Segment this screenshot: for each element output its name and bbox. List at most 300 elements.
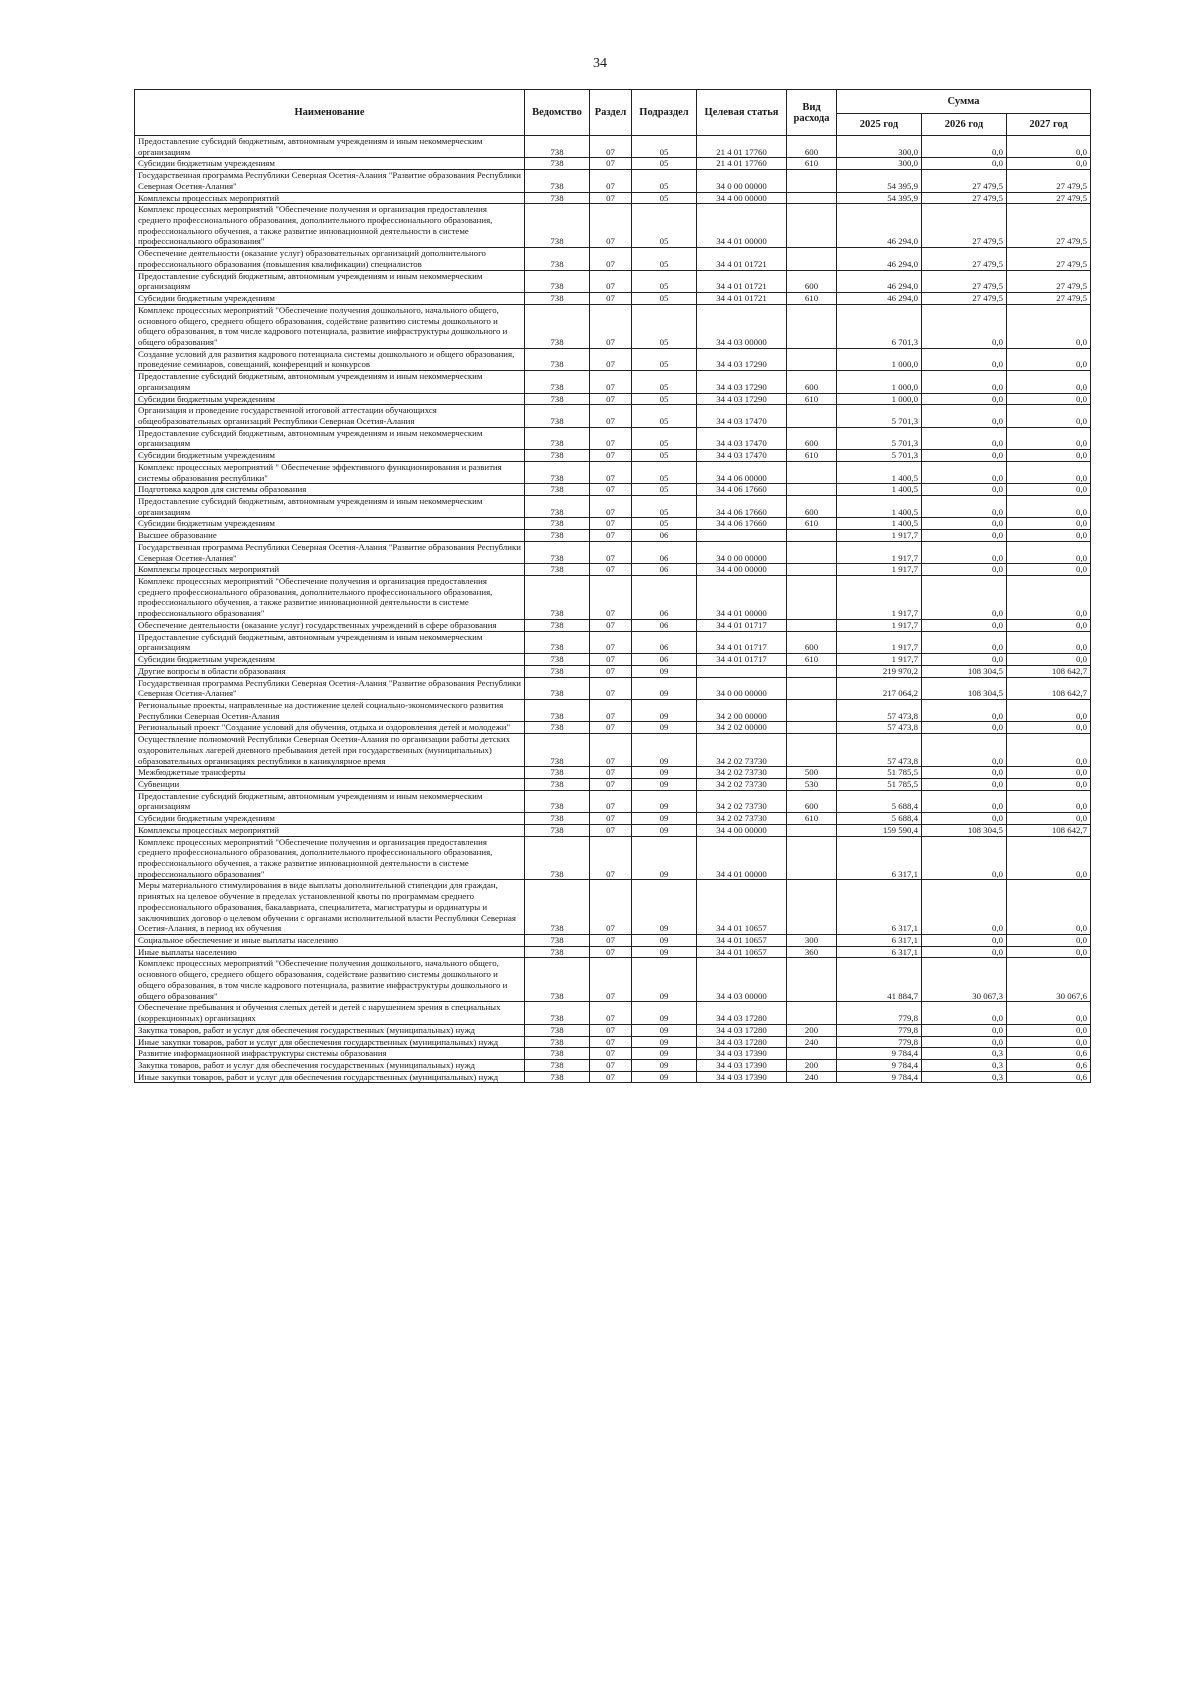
header-name: Наименование xyxy=(135,90,525,136)
cell-expense-type: 300 xyxy=(787,935,837,947)
cell-department: 738 xyxy=(525,484,590,496)
cell-sum-2026: 0,0 xyxy=(922,530,1007,542)
cell-target-article: 34 4 03 17390 xyxy=(697,1071,787,1083)
cell-sum-2026: 0,0 xyxy=(922,518,1007,530)
cell-expense-type xyxy=(787,722,837,734)
cell-expense-type: 240 xyxy=(787,1036,837,1048)
table-row xyxy=(135,204,1091,248)
cell-expense-type: 600 xyxy=(787,270,837,292)
cell-sum-2026: 27 479,5 xyxy=(922,204,1007,248)
cell-expense-type xyxy=(787,530,837,542)
cell-sum-2025: 779,8 xyxy=(837,1036,922,1048)
cell-section: 07 xyxy=(590,1071,632,1083)
cell-subsection: 05 xyxy=(632,518,697,530)
table-row xyxy=(135,722,1091,734)
cell-section: 07 xyxy=(590,880,632,935)
cell-name: Предоставление субсидий бюджетным, автономным учреждениям и иным некоммерческим организациям xyxy=(135,136,525,158)
cell-section: 07 xyxy=(590,734,632,767)
cell-subsection: 09 xyxy=(632,824,697,836)
cell-sum-2025: 9 784,4 xyxy=(837,1071,922,1083)
cell-department: 738 xyxy=(525,405,590,427)
cell-sum-2025: 5 688,4 xyxy=(837,790,922,812)
table-row xyxy=(135,813,1091,825)
cell-name: Иные выплаты населению xyxy=(135,946,525,958)
cell-sum-2026: 0,3 xyxy=(922,1048,1007,1060)
cell-subsection: 05 xyxy=(632,405,697,427)
cell-name: Комплекс процессных мероприятий "Обеспечение получения и организация предоставления среднего профессионального образования, дополнительного профессионального образования, профессионального обучения, а также развитие инновационной деятельности в системе профессионального образования" xyxy=(135,204,525,248)
cell-subsection: 09 xyxy=(632,734,697,767)
cell-sum-2027: 0,6 xyxy=(1007,1059,1091,1071)
cell-sum-2026: 0,3 xyxy=(922,1071,1007,1083)
cell-sum-2025: 1 917,7 xyxy=(837,541,922,563)
cell-sum-2026: 0,0 xyxy=(922,371,1007,393)
cell-name: Обеспечение пребывания и обучения слепых детей и детей с нарушением зрения в специальных (коррекционных) организациях xyxy=(135,1002,525,1024)
cell-subsection: 09 xyxy=(632,677,697,699)
cell-name: Комплекс процессных мероприятий "Обеспечение получения и организация предоставления среднего профессионального образования, дополнительного профессионального образования, профессионального обучения, а также развитие инновационной деятельности в системе профессионального образования" xyxy=(135,576,525,620)
cell-target-article: 34 4 03 17280 xyxy=(697,1024,787,1036)
cell-sum-2025: 41 884,7 xyxy=(837,958,922,1002)
cell-section: 07 xyxy=(590,541,632,563)
cell-sum-2026: 0,0 xyxy=(922,564,1007,576)
cell-section: 07 xyxy=(590,722,632,734)
cell-section: 07 xyxy=(590,576,632,620)
cell-department: 738 xyxy=(525,665,590,677)
cell-sum-2026: 0,3 xyxy=(922,1059,1007,1071)
cell-department: 738 xyxy=(525,393,590,405)
cell-target-article: 34 4 03 00000 xyxy=(697,304,787,348)
cell-subsection: 09 xyxy=(632,665,697,677)
cell-expense-type xyxy=(787,824,837,836)
cell-sum-2025: 54 395,9 xyxy=(837,170,922,192)
cell-target-article: 34 4 03 00000 xyxy=(697,958,787,1002)
cell-subsection: 05 xyxy=(632,158,697,170)
cell-expense-type: 610 xyxy=(787,518,837,530)
cell-subsection: 05 xyxy=(632,348,697,370)
table-row xyxy=(135,496,1091,518)
cell-subsection: 05 xyxy=(632,270,697,292)
cell-sum-2027: 27 479,5 xyxy=(1007,293,1091,305)
cell-name: Предоставление субсидий бюджетным, автономным учреждениям и иным некоммерческим организациям xyxy=(135,427,525,449)
cell-sum-2027: 0,0 xyxy=(1007,654,1091,666)
cell-sum-2025: 46 294,0 xyxy=(837,248,922,270)
cell-name: Предоставление субсидий бюджетным, автономным учреждениям и иным некоммерческим организациям xyxy=(135,631,525,653)
cell-sum-2027: 0,0 xyxy=(1007,1036,1091,1048)
table-row xyxy=(135,518,1091,530)
cell-department: 738 xyxy=(525,1071,590,1083)
table-row xyxy=(135,405,1091,427)
cell-sum-2025: 9 784,4 xyxy=(837,1048,922,1060)
cell-target-article: 34 4 01 01717 xyxy=(697,654,787,666)
table-row xyxy=(135,461,1091,483)
cell-expense-type xyxy=(787,665,837,677)
table-row xyxy=(135,348,1091,370)
cell-section: 07 xyxy=(590,1059,632,1071)
cell-name: Осуществление полномочий Республики Северная Осетия-Алания по организации работы детских оздоровительных лагерей дневного пребывания детей при государственных (муниципальных) образовательных организациях республики в каникулярное время xyxy=(135,734,525,767)
cell-subsection: 09 xyxy=(632,1002,697,1024)
cell-section: 07 xyxy=(590,405,632,427)
cell-sum-2027: 0,0 xyxy=(1007,836,1091,880)
cell-sum-2026: 0,0 xyxy=(922,654,1007,666)
cell-expense-type: 600 xyxy=(787,427,837,449)
cell-sum-2027: 0,0 xyxy=(1007,576,1091,620)
cell-target-article: 34 2 02 73730 xyxy=(697,734,787,767)
cell-sum-2025: 6 317,1 xyxy=(837,880,922,935)
cell-sum-2025: 1 917,7 xyxy=(837,576,922,620)
cell-expense-type: 600 xyxy=(787,631,837,653)
table-row xyxy=(135,270,1091,292)
cell-sum-2025: 5 701,3 xyxy=(837,450,922,462)
cell-name: Иные закупки товаров, работ и услуг для обеспечения государственных (муниципальных) нужд xyxy=(135,1036,525,1048)
cell-section: 07 xyxy=(590,836,632,880)
cell-expense-type xyxy=(787,699,837,721)
cell-sum-2026: 0,0 xyxy=(922,880,1007,935)
cell-expense-type xyxy=(787,484,837,496)
cell-expense-type xyxy=(787,836,837,880)
cell-department: 738 xyxy=(525,631,590,653)
cell-target-article: 34 4 03 17470 xyxy=(697,450,787,462)
cell-target-article: 34 4 03 17390 xyxy=(697,1048,787,1060)
cell-target-article: 34 4 06 17660 xyxy=(697,518,787,530)
cell-subsection: 09 xyxy=(632,778,697,790)
table-body xyxy=(135,136,1091,1083)
cell-section: 07 xyxy=(590,192,632,204)
table-row xyxy=(135,136,1091,158)
cell-sum-2026: 0,0 xyxy=(922,461,1007,483)
cell-name: Другие вопросы в области образования xyxy=(135,665,525,677)
cell-sum-2026: 108 304,5 xyxy=(922,665,1007,677)
cell-section: 07 xyxy=(590,496,632,518)
cell-subsection: 05 xyxy=(632,496,697,518)
cell-subsection: 09 xyxy=(632,722,697,734)
cell-sum-2026: 0,0 xyxy=(922,576,1007,620)
cell-sum-2026: 27 479,5 xyxy=(922,192,1007,204)
cell-expense-type: 600 xyxy=(787,371,837,393)
table-row xyxy=(135,248,1091,270)
cell-target-article: 34 4 03 17290 xyxy=(697,348,787,370)
cell-section: 07 xyxy=(590,958,632,1002)
cell-department: 738 xyxy=(525,722,590,734)
cell-sum-2025: 5 701,3 xyxy=(837,405,922,427)
table-row xyxy=(135,631,1091,653)
cell-name: Предоставление субсидий бюджетным, автономным учреждениям и иным некоммерческим организациям xyxy=(135,790,525,812)
cell-section: 07 xyxy=(590,248,632,270)
cell-section: 07 xyxy=(590,1036,632,1048)
cell-expense-type: 530 xyxy=(787,778,837,790)
cell-sum-2025: 1 400,5 xyxy=(837,496,922,518)
cell-expense-type xyxy=(787,541,837,563)
cell-target-article: 34 4 01 00000 xyxy=(697,204,787,248)
cell-subsection: 09 xyxy=(632,1048,697,1060)
table-row xyxy=(135,427,1091,449)
cell-name: Развитие информационной инфраструктуры системы образования xyxy=(135,1048,525,1060)
cell-department: 738 xyxy=(525,204,590,248)
cell-section: 07 xyxy=(590,677,632,699)
cell-subsection: 09 xyxy=(632,958,697,1002)
cell-name: Комплекс процессных мероприятий "Обеспечение получения дошкольного, начального общего, основного общего, среднего общего образования, содействие развитию системы дошкольного и общего образования, в том числе кадрового потенциала, развитие инфраструктуры дошкольного и общего образования" xyxy=(135,304,525,348)
cell-name: Государственная программа Республики Северная Осетия-Алания "Развитие образования Республики Северная Осетия-Алания" xyxy=(135,541,525,563)
cell-department: 738 xyxy=(525,935,590,947)
cell-sum-2027: 0,0 xyxy=(1007,450,1091,462)
cell-target-article: 34 4 03 17470 xyxy=(697,405,787,427)
cell-section: 07 xyxy=(590,564,632,576)
cell-section: 07 xyxy=(590,518,632,530)
cell-sum-2027: 27 479,5 xyxy=(1007,270,1091,292)
cell-subsection: 09 xyxy=(632,813,697,825)
cell-sum-2025: 57 473,8 xyxy=(837,734,922,767)
table-header xyxy=(135,90,1091,136)
cell-sum-2025: 1 917,7 xyxy=(837,654,922,666)
cell-expense-type: 600 xyxy=(787,790,837,812)
cell-target-article: 34 2 00 00000 xyxy=(697,699,787,721)
cell-department: 738 xyxy=(525,450,590,462)
cell-sum-2026: 0,0 xyxy=(922,699,1007,721)
cell-section: 07 xyxy=(590,1024,632,1036)
cell-expense-type: 610 xyxy=(787,393,837,405)
cell-section: 07 xyxy=(590,699,632,721)
cell-expense-type: 610 xyxy=(787,813,837,825)
cell-subsection: 09 xyxy=(632,880,697,935)
cell-sum-2026: 0,0 xyxy=(922,496,1007,518)
cell-subsection: 06 xyxy=(632,530,697,542)
cell-department: 738 xyxy=(525,270,590,292)
cell-target-article: 34 4 03 17280 xyxy=(697,1036,787,1048)
cell-target-article: 34 4 06 00000 xyxy=(697,461,787,483)
cell-sum-2025: 1 000,0 xyxy=(837,393,922,405)
cell-sum-2025: 9 784,4 xyxy=(837,1059,922,1071)
cell-section: 07 xyxy=(590,484,632,496)
cell-name: Предоставление субсидий бюджетным, автономным учреждениям и иным некоммерческим организациям xyxy=(135,371,525,393)
cell-department: 738 xyxy=(525,946,590,958)
table-row xyxy=(135,1048,1091,1060)
cell-expense-type: 200 xyxy=(787,1024,837,1036)
cell-expense-type xyxy=(787,170,837,192)
cell-department: 738 xyxy=(525,348,590,370)
cell-name: Обеспечение деятельности (оказание услуг) государственных учреждений в сфере образования xyxy=(135,619,525,631)
cell-sum-2026: 0,0 xyxy=(922,1024,1007,1036)
cell-expense-type: 610 xyxy=(787,654,837,666)
cell-section: 07 xyxy=(590,619,632,631)
cell-department: 738 xyxy=(525,293,590,305)
cell-name: Комплекс процессных мероприятий "Обеспечение получения дошкольного, начального общего, основного общего, среднего общего образования, содействие развитию системы дошкольного и общего образования, в том числе кадрового потенциала, развитие инфраструктуры дошкольного и общего образования" xyxy=(135,958,525,1002)
table-row xyxy=(135,1036,1091,1048)
cell-subsection: 05 xyxy=(632,170,697,192)
header-sum: Сумма xyxy=(837,90,1091,114)
cell-sum-2025: 5 701,3 xyxy=(837,427,922,449)
cell-target-article: 34 4 06 17660 xyxy=(697,484,787,496)
cell-expense-type xyxy=(787,734,837,767)
cell-sum-2026: 0,0 xyxy=(922,541,1007,563)
cell-sum-2027: 0,0 xyxy=(1007,1024,1091,1036)
cell-sum-2026: 0,0 xyxy=(922,778,1007,790)
cell-sum-2027: 0,0 xyxy=(1007,722,1091,734)
cell-section: 07 xyxy=(590,293,632,305)
cell-department: 738 xyxy=(525,1048,590,1060)
cell-department: 738 xyxy=(525,824,590,836)
header-year-2025: 2025 год xyxy=(837,114,922,136)
cell-department: 738 xyxy=(525,1024,590,1036)
cell-sum-2027: 0,0 xyxy=(1007,699,1091,721)
cell-sum-2025: 1 400,5 xyxy=(837,518,922,530)
cell-sum-2026: 0,0 xyxy=(922,158,1007,170)
cell-sum-2025: 5 688,4 xyxy=(837,813,922,825)
cell-target-article: 34 4 01 10657 xyxy=(697,880,787,935)
cell-target-article: 21 4 01 17760 xyxy=(697,136,787,158)
cell-department: 738 xyxy=(525,654,590,666)
cell-department: 738 xyxy=(525,371,590,393)
cell-target-article: 34 4 03 17290 xyxy=(697,371,787,393)
cell-sum-2025: 57 473,8 xyxy=(837,699,922,721)
cell-target-article: 34 2 02 73730 xyxy=(697,767,787,779)
cell-sum-2026: 0,0 xyxy=(922,790,1007,812)
cell-sum-2027: 27 479,5 xyxy=(1007,192,1091,204)
cell-name: Меры материального стимулирования в виде выплаты дополнительной стипендии для граждан, принятых на целевое обучение в пределах установленной квоты по программам среднего профессионального образования, бакалавриата, специалитета, магистратуры и ординатуры и заключивших договор о целевом обучении с органами исполнительной власти Республики Северная Осетия-Алания, в период их обучения xyxy=(135,880,525,935)
cell-expense-type xyxy=(787,304,837,348)
header-section: Раздел xyxy=(590,90,632,136)
cell-name: Субсидии бюджетным учреждениям xyxy=(135,293,525,305)
cell-expense-type: 610 xyxy=(787,158,837,170)
cell-section: 07 xyxy=(590,158,632,170)
cell-target-article xyxy=(697,665,787,677)
cell-sum-2025: 1 400,5 xyxy=(837,461,922,483)
cell-sum-2025: 300,0 xyxy=(837,136,922,158)
cell-sum-2026: 27 479,5 xyxy=(922,293,1007,305)
cell-sum-2027: 0,0 xyxy=(1007,461,1091,483)
cell-sum-2027: 108 642,7 xyxy=(1007,665,1091,677)
table-row xyxy=(135,665,1091,677)
cell-name: Обеспечение деятельности (оказание услуг) образовательных организаций дополнительного профессионального образования (повышения квалификации) специалистов xyxy=(135,248,525,270)
cell-department: 738 xyxy=(525,248,590,270)
cell-subsection: 06 xyxy=(632,654,697,666)
cell-sum-2026: 27 479,5 xyxy=(922,170,1007,192)
cell-target-article: 34 4 03 17290 xyxy=(697,393,787,405)
cell-subsection: 05 xyxy=(632,293,697,305)
cell-target-article: 34 4 01 01717 xyxy=(697,619,787,631)
cell-sum-2025: 46 294,0 xyxy=(837,204,922,248)
cell-subsection: 09 xyxy=(632,836,697,880)
cell-section: 07 xyxy=(590,304,632,348)
cell-subsection: 05 xyxy=(632,304,697,348)
cell-sum-2025: 1 917,7 xyxy=(837,564,922,576)
table-row xyxy=(135,699,1091,721)
cell-section: 07 xyxy=(590,136,632,158)
cell-sum-2027: 0,0 xyxy=(1007,496,1091,518)
cell-department: 738 xyxy=(525,496,590,518)
cell-sum-2026: 0,0 xyxy=(922,836,1007,880)
cell-sum-2026: 0,0 xyxy=(922,136,1007,158)
cell-sum-2025: 54 395,9 xyxy=(837,192,922,204)
cell-expense-type: 610 xyxy=(787,450,837,462)
cell-department: 738 xyxy=(525,699,590,721)
cell-sum-2027: 0,0 xyxy=(1007,427,1091,449)
cell-section: 07 xyxy=(590,813,632,825)
cell-section: 07 xyxy=(590,1002,632,1024)
cell-sum-2027: 0,0 xyxy=(1007,405,1091,427)
header-target-article: Целевая статья xyxy=(697,90,787,136)
cell-sum-2026: 0,0 xyxy=(922,348,1007,370)
cell-sum-2026: 0,0 xyxy=(922,393,1007,405)
cell-name: Создание условий для развития кадрового потенциала системы дошкольного и общего образования, проведение семинаров, совещаний, конференций и конкурсов xyxy=(135,348,525,370)
cell-department: 738 xyxy=(525,576,590,620)
cell-section: 07 xyxy=(590,450,632,462)
cell-target-article: 34 4 01 10657 xyxy=(697,935,787,947)
cell-target-article: 34 4 06 17660 xyxy=(697,496,787,518)
cell-sum-2027: 0,0 xyxy=(1007,946,1091,958)
cell-section: 07 xyxy=(590,371,632,393)
cell-department: 738 xyxy=(525,530,590,542)
cell-sum-2027: 108 642,7 xyxy=(1007,824,1091,836)
cell-sum-2027: 0,0 xyxy=(1007,767,1091,779)
cell-sum-2027: 0,0 xyxy=(1007,813,1091,825)
cell-target-article: 34 4 03 17280 xyxy=(697,1002,787,1024)
cell-subsection: 09 xyxy=(632,1036,697,1048)
table-row xyxy=(135,371,1091,393)
cell-section: 07 xyxy=(590,654,632,666)
cell-section: 07 xyxy=(590,270,632,292)
cell-subsection: 09 xyxy=(632,790,697,812)
table-row xyxy=(135,393,1091,405)
cell-sum-2025: 6 317,1 xyxy=(837,836,922,880)
cell-sum-2027: 0,0 xyxy=(1007,564,1091,576)
cell-section: 07 xyxy=(590,427,632,449)
cell-department: 738 xyxy=(525,564,590,576)
cell-target-article: 34 4 03 17470 xyxy=(697,427,787,449)
cell-name: Закупка товаров, работ и услуг для обеспечения государственных (муниципальных) нужд xyxy=(135,1059,525,1071)
cell-sum-2026: 0,0 xyxy=(922,734,1007,767)
cell-target-article: 34 4 01 01721 xyxy=(697,270,787,292)
cell-section: 07 xyxy=(590,824,632,836)
cell-subsection: 06 xyxy=(632,564,697,576)
cell-section: 07 xyxy=(590,1048,632,1060)
cell-expense-type xyxy=(787,564,837,576)
cell-target-article: 34 2 02 73730 xyxy=(697,790,787,812)
cell-sum-2027: 0,0 xyxy=(1007,158,1091,170)
cell-sum-2027: 0,0 xyxy=(1007,348,1091,370)
cell-expense-type: 600 xyxy=(787,496,837,518)
cell-subsection: 09 xyxy=(632,935,697,947)
cell-sum-2025: 779,8 xyxy=(837,1002,922,1024)
cell-sum-2026: 0,0 xyxy=(922,722,1007,734)
cell-name: Организация и проведение государственной итоговой аттестации обучающихся общеобразовательных организаций Республики Северная Осетия-Алания xyxy=(135,405,525,427)
cell-subsection: 05 xyxy=(632,450,697,462)
cell-name: Закупка товаров, работ и услуг для обеспечения государственных (муниципальных) нужд xyxy=(135,1024,525,1036)
cell-sum-2027: 27 479,5 xyxy=(1007,248,1091,270)
table-row xyxy=(135,1024,1091,1036)
cell-target-article xyxy=(697,530,787,542)
cell-department: 738 xyxy=(525,1036,590,1048)
cell-department: 738 xyxy=(525,518,590,530)
cell-sum-2027: 0,0 xyxy=(1007,631,1091,653)
cell-sum-2025: 1 000,0 xyxy=(837,348,922,370)
cell-section: 07 xyxy=(590,935,632,947)
cell-sum-2027: 0,0 xyxy=(1007,880,1091,935)
cell-name: Комплекс процессных мероприятий " Обеспечение эффективного функционирования и развития системы образования республики" xyxy=(135,461,525,483)
cell-name: Комплексы процессных мероприятий xyxy=(135,564,525,576)
cell-sum-2027: 108 642,7 xyxy=(1007,677,1091,699)
cell-department: 738 xyxy=(525,1002,590,1024)
cell-sum-2025: 217 064,2 xyxy=(837,677,922,699)
table-row xyxy=(135,1059,1091,1071)
cell-section: 07 xyxy=(590,946,632,958)
cell-name: Предоставление субсидий бюджетным, автономным учреждениям и иным некоммерческим организациям xyxy=(135,496,525,518)
cell-sum-2025: 46 294,0 xyxy=(837,270,922,292)
cell-department: 738 xyxy=(525,304,590,348)
cell-sum-2027: 0,0 xyxy=(1007,619,1091,631)
table-row xyxy=(135,192,1091,204)
cell-sum-2027: 0,0 xyxy=(1007,136,1091,158)
cell-sum-2025: 1 917,7 xyxy=(837,619,922,631)
cell-name: Высшее образование xyxy=(135,530,525,542)
cell-sum-2027: 27 479,5 xyxy=(1007,204,1091,248)
